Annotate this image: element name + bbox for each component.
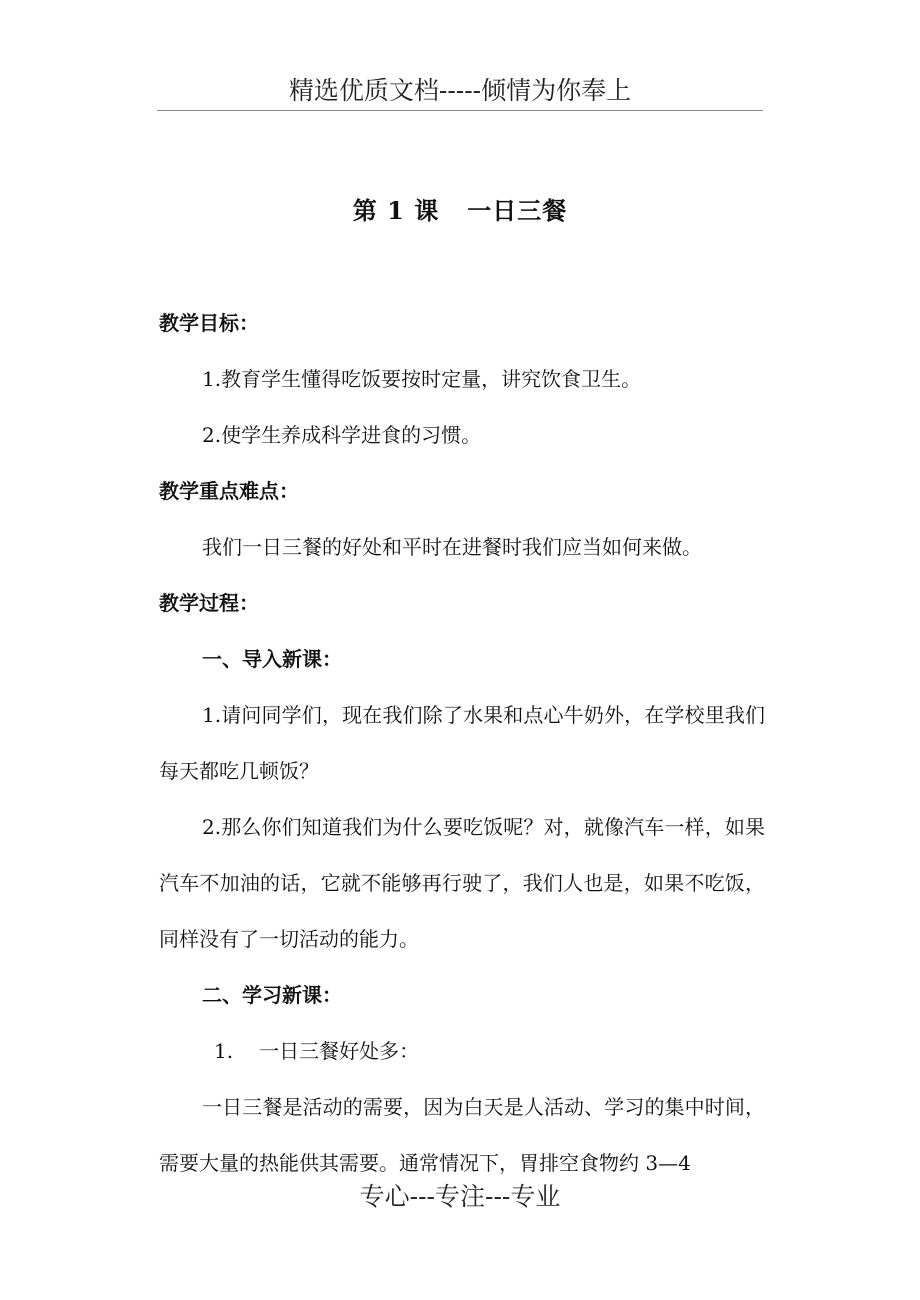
part2-paragraph-1: 一日三餐是活动的需要，因为白天是人活动、学习的集中时间，需要大量的热能供其需要。通常情况下，胃排空食物约 3—4 [159,1095,765,1175]
part1-paragraph-2: 2.那么你们知道我们为什么要吃饭呢？对，就像汽车一样，如果汽车不加油的话，它就不能够再行驶了，我们人也是，如果不吃饭，同样没有了一切活动的能力。 [159,815,765,951]
objective-item-2: 2.使学生养成科学进食的习惯。 [202,423,482,447]
objectives-heading: 教学目标： [159,311,259,335]
header-divider [157,110,763,111]
process-heading: 教学过程： [159,591,259,615]
part2-heading: 二、学习新课： [202,983,342,1007]
part2-list-text: 一日三餐好处多： [259,1039,420,1063]
lesson-title [0,193,920,229]
document-body [159,305,765,1201]
lesson-name: 一日三餐 [467,196,568,225]
keypoints-heading: 教学重点难点： [159,479,299,503]
part1-heading: 一、导入新课： [202,647,342,671]
objective-item-1: 1.教育学生懂得吃饭要按时定量，讲究饮食卫生。 [202,367,642,391]
keypoints-text: 我们一日三餐的好处和平时在进餐时我们应当如何来做。 [202,535,702,559]
part1-paragraph-1: 1.请问同学们，现在我们除了水果和点心牛奶外，在学校里我们每天都吃几顿饭？ [159,703,765,783]
page-footer: 专心---专注---专业 [359,1182,561,1211]
page-header: 精选优质文档-----倾情为你奉上 [288,76,632,105]
part2-list-number: 1. [214,1039,234,1063]
lesson-number: 第 1 课 [352,196,440,225]
